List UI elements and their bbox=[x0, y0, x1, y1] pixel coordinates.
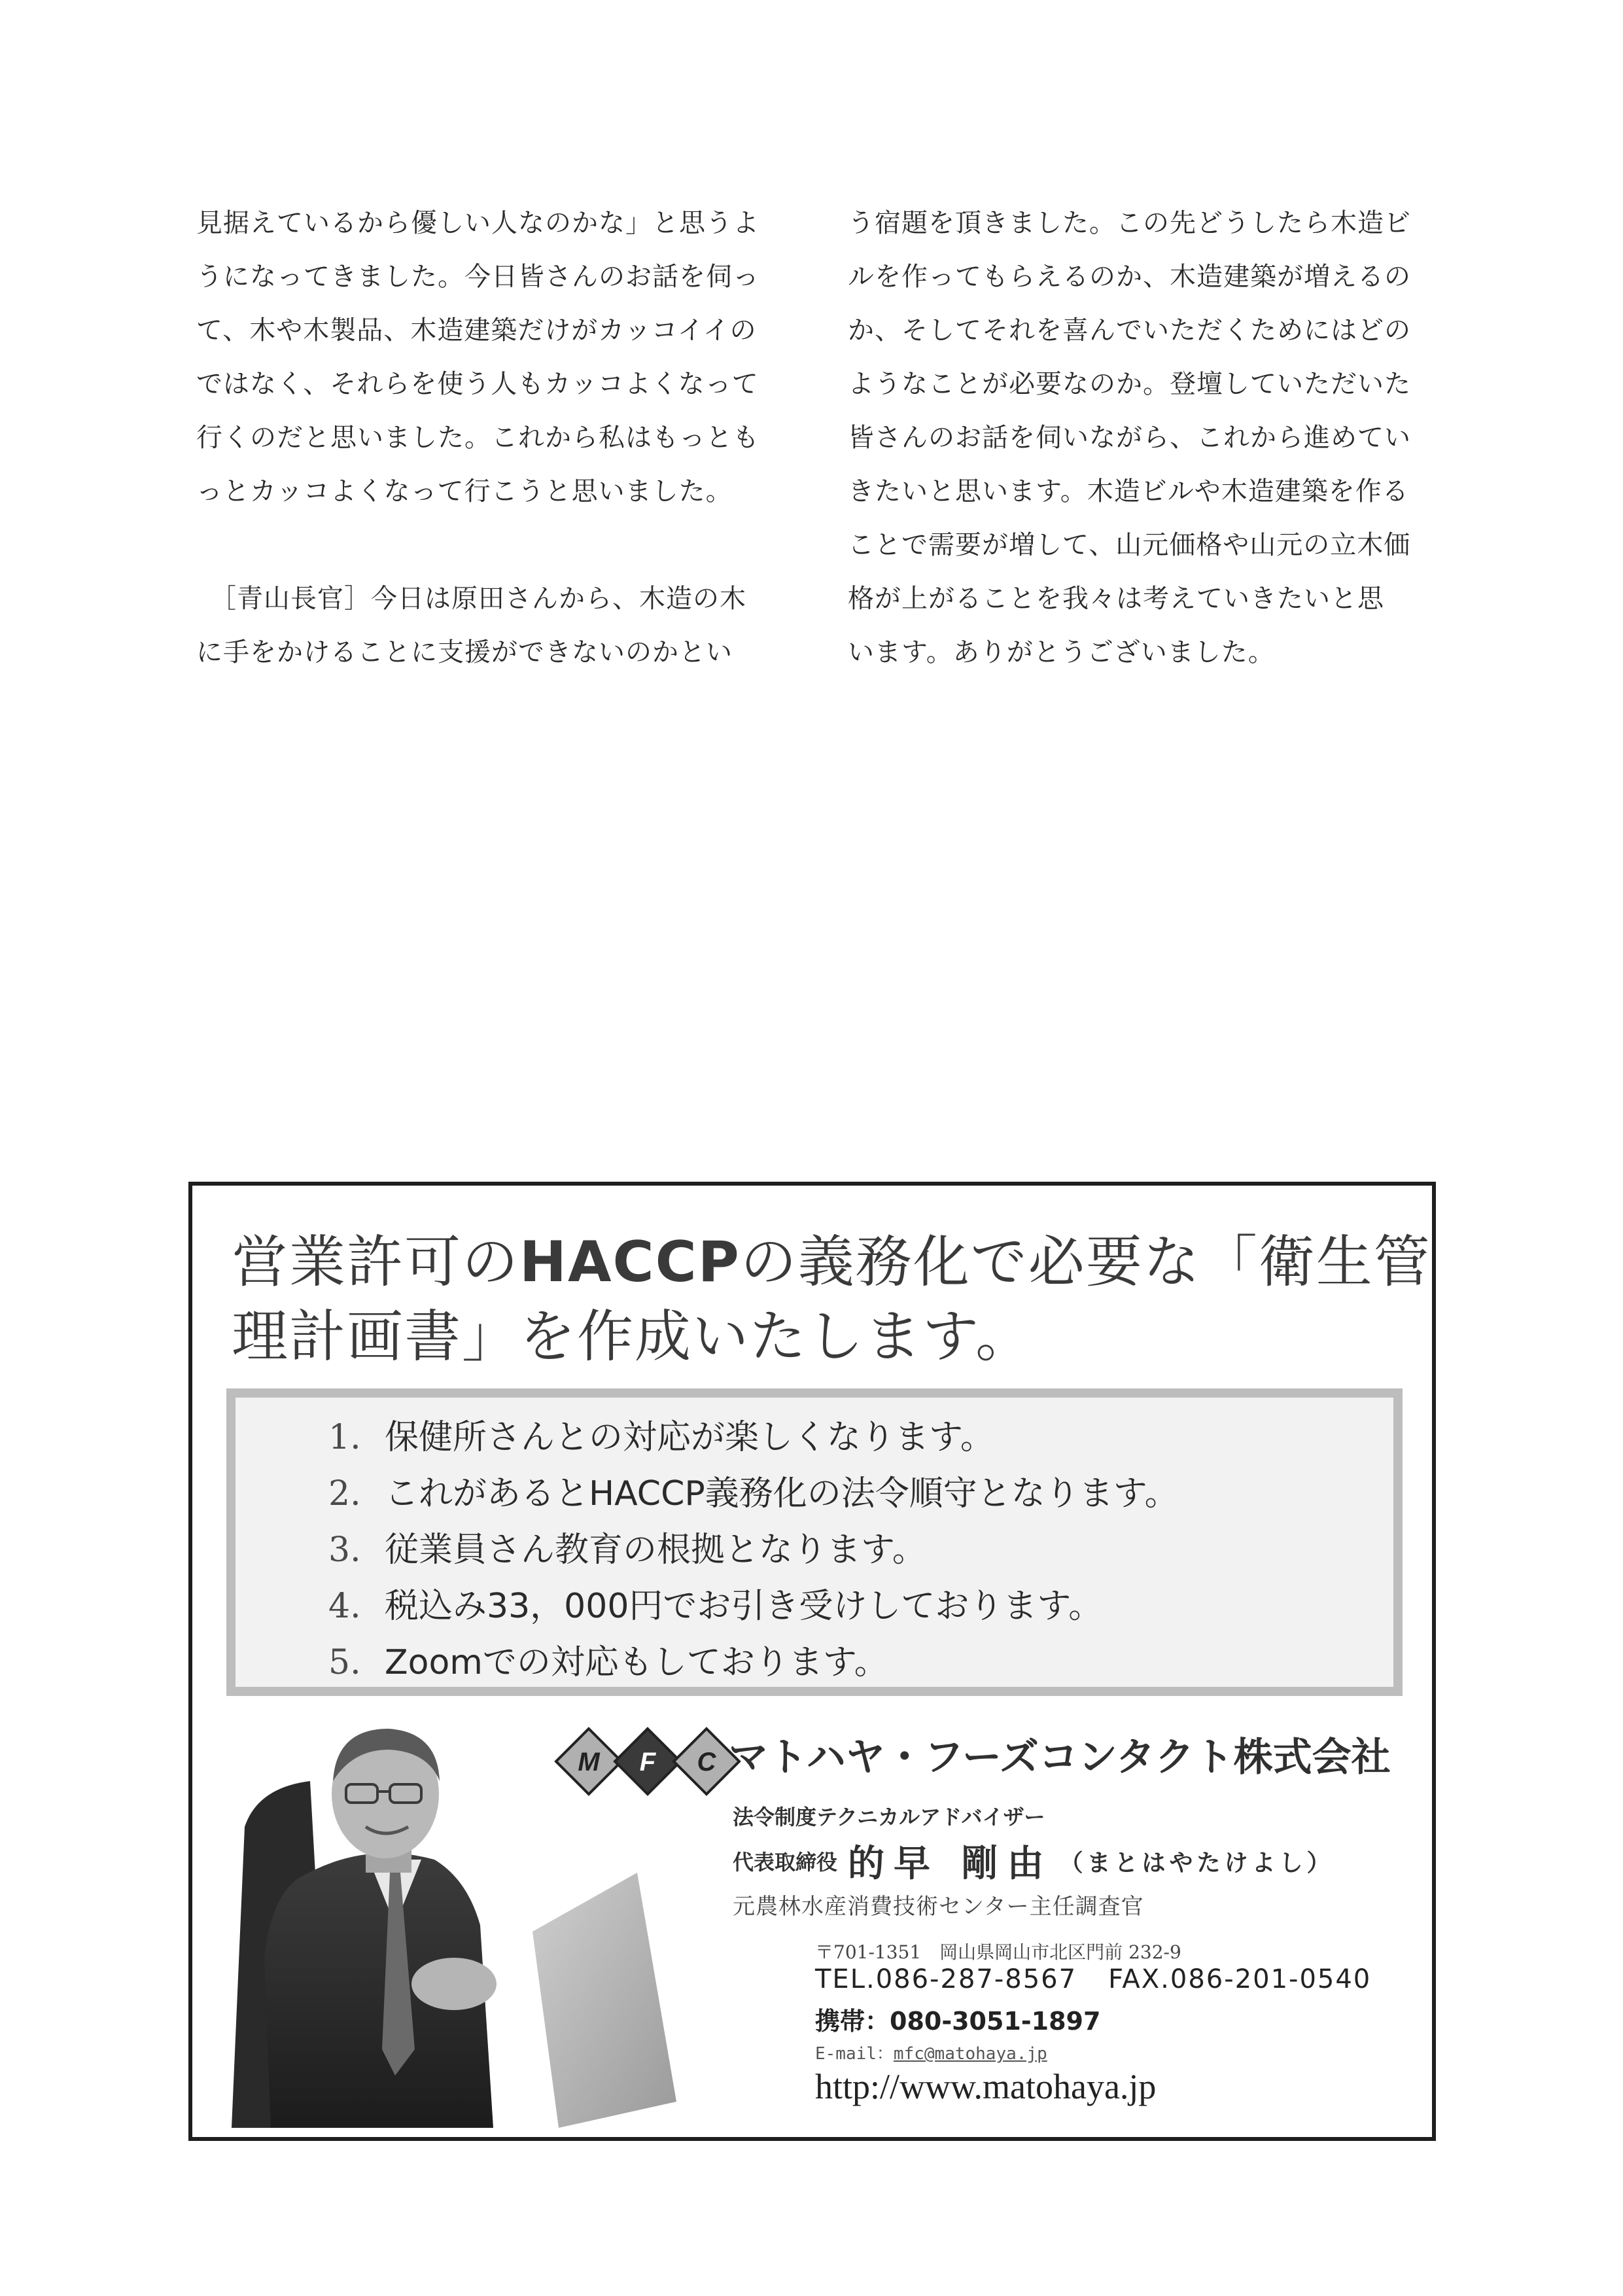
article-line: ようなことが必要なのか。登壇していただいた bbox=[848, 369, 1411, 399]
paragraph-gap bbox=[196, 518, 785, 572]
benefit-text: これがあるとHACCP義務化の法令順守となります。 bbox=[385, 1474, 1179, 1513]
article-left-column bbox=[196, 196, 785, 679]
article-line: ルを作ってもらえるのか、木造建築が増えるの bbox=[848, 262, 1411, 292]
article-line: っとカッコよくなって行こうと思いました。 bbox=[196, 476, 733, 506]
article-line: 行くのだと思いました。これから私はもっとも bbox=[196, 423, 759, 453]
article-line: います。ありがとうございました。 bbox=[848, 637, 1275, 667]
haccp-advertisement bbox=[188, 1182, 1436, 2141]
benefit-item bbox=[328, 1634, 1393, 1691]
mfc-logo-icon bbox=[550, 1722, 746, 1801]
article-line: 見据えているから優しい人なのかな」と思うよ bbox=[196, 208, 759, 238]
email-label: E-mail： bbox=[815, 2044, 894, 2064]
rep-reading: （まとはやたけよし） bbox=[1059, 1849, 1335, 1877]
benefit-item bbox=[328, 1578, 1393, 1634]
article-line: ことで需要が増して、山元価格や山元の立木価 bbox=[848, 530, 1411, 560]
former-position: 元農林水産消費技術センター主任調査官 bbox=[733, 1894, 1144, 1920]
headline-haccp: HACCP bbox=[519, 1229, 741, 1295]
ad-headline-line-2: 理計画書」を作成いたします。 bbox=[232, 1304, 1034, 1369]
article-line: うになってきました。今日皆さんのお話を伺っ bbox=[196, 262, 759, 292]
email-link[interactable]: mfc@matohaya.jp bbox=[893, 2044, 1047, 2064]
headline-part: の義務化で必要な「衛生管 bbox=[740, 1229, 1431, 1295]
headline-part: 営業許可の bbox=[232, 1229, 519, 1295]
logo-letter: M bbox=[578, 1748, 600, 1776]
benefit-number: 1. bbox=[328, 1418, 361, 1457]
benefits-box bbox=[226, 1388, 1403, 1696]
phone-fax bbox=[815, 1964, 1371, 1994]
representative bbox=[733, 1835, 1335, 1887]
logo-letter: F bbox=[639, 1748, 656, 1776]
hand bbox=[411, 1958, 497, 2010]
benefit-number: 3. bbox=[328, 1530, 361, 1570]
benefit-number: 2. bbox=[328, 1474, 361, 1513]
article-line: に手をかけることに支援ができないのかとい bbox=[196, 637, 733, 667]
article-line: て、木や木製品、木造建築だけがカッコイイの bbox=[196, 315, 757, 345]
article-line: 皆さんのお話を伺いながら、これから進めてい bbox=[848, 423, 1411, 453]
ad-headline-line-1 bbox=[232, 1225, 1431, 1299]
role-title: 法令制度テクニカルアドバイザー bbox=[733, 1805, 1045, 1829]
benefit-text: Zoomでの対応もしております。 bbox=[385, 1643, 888, 1682]
website-link[interactable]: http://www.matohaya.jp bbox=[815, 2067, 1157, 2106]
document-folder bbox=[532, 1873, 676, 2128]
benefit-text: 従業員さん教育の根拠となります。 bbox=[385, 1530, 926, 1570]
article-line: ではなく、それらを使う人もカッコよくなって bbox=[196, 369, 759, 399]
logo-letter: C bbox=[697, 1748, 716, 1776]
article-line: 格が上がることを我々は考えていきたいと思 bbox=[848, 584, 1384, 614]
benefit-text: 保健所さんとの対応が楽しくなります。 bbox=[385, 1418, 994, 1457]
benefit-number: 4. bbox=[328, 1587, 361, 1626]
article-right-column bbox=[848, 196, 1437, 679]
mobile-number: 携帯：080-3051-1897 bbox=[815, 2007, 1101, 2036]
benefit-item bbox=[328, 1522, 1393, 1578]
fax-number: FAX.086-201-0540 bbox=[1108, 1964, 1372, 1994]
ad-headline bbox=[232, 1225, 1431, 1374]
rep-name: 的早 剛由 bbox=[848, 1843, 1053, 1885]
benefit-number: 5. bbox=[328, 1643, 361, 1682]
rep-title: 代表取締役 bbox=[733, 1850, 838, 1875]
benefits-list bbox=[328, 1409, 1393, 1691]
benefit-text: 税込み33，000円でお引き受けしております。 bbox=[385, 1587, 1103, 1626]
article-line: か、そしてそれを喜んでいただくためにはどの bbox=[848, 315, 1411, 345]
company-name: マトハヤ・フーズコンタクト株式会社 bbox=[729, 1735, 1391, 1780]
postal-address: 〒701-1351 岡山県岡山市北区門前 232-9 bbox=[815, 1941, 1181, 1963]
benefit-item bbox=[328, 1409, 1393, 1466]
email-line bbox=[815, 2040, 1047, 2064]
benefit-item bbox=[328, 1466, 1393, 1522]
article-line: ［青山長官］今日は原田さんから、木造の木 bbox=[196, 584, 746, 614]
tel-number: TEL.086-287-8567 bbox=[815, 1964, 1077, 1994]
benefits-box-inner bbox=[236, 1398, 1393, 1687]
article-line: う宿題を頂きました。この先どうしたら木造ビ bbox=[848, 208, 1411, 238]
article-line: きたいと思います。木造ビルや木造建築を作る bbox=[848, 476, 1409, 506]
